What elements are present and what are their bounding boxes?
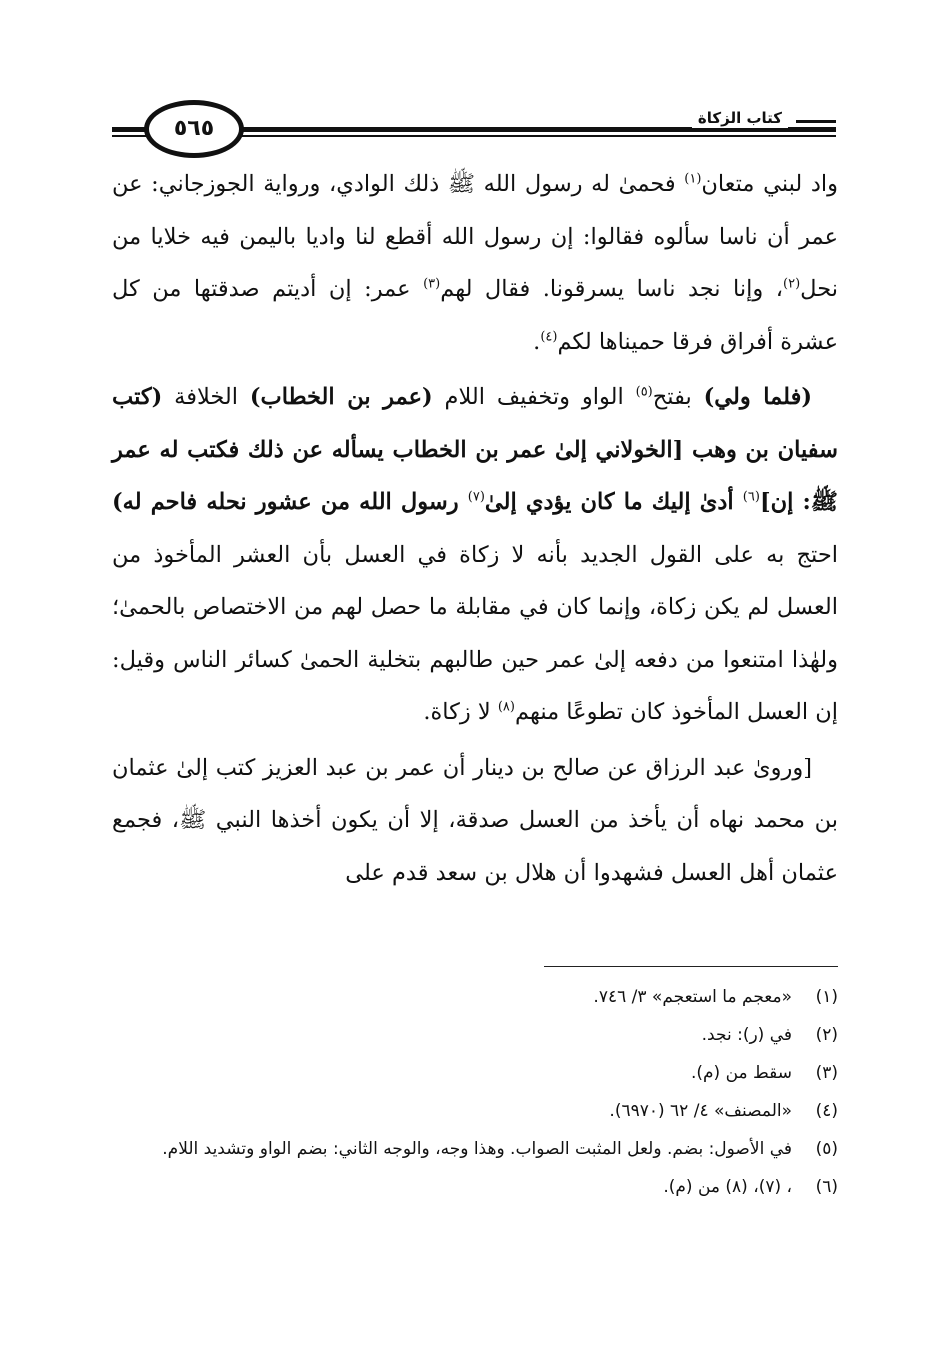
footnote-number: (٢) xyxy=(815,1025,838,1045)
footnote-text: سقط من (م). xyxy=(690,1063,792,1083)
footnote-separator xyxy=(544,966,838,967)
footnote-number: (٤) xyxy=(815,1101,838,1121)
text-run: الواو وتخفيف اللام xyxy=(432,384,636,410)
footnote-ref-8: (٨) xyxy=(497,699,515,715)
page-number: ٥٦٥ xyxy=(144,100,244,158)
footnote xyxy=(112,978,838,1016)
text-run: . xyxy=(533,328,541,355)
footnote-number: (٥) xyxy=(815,1139,838,1159)
footnote xyxy=(112,1016,838,1054)
footnote-ref-1: (١) xyxy=(684,171,702,187)
text-run: واد لبني متعان xyxy=(701,171,838,197)
footnote-number: (٦) xyxy=(815,1177,838,1197)
footnote-ref-6: (٦) xyxy=(742,489,760,505)
footnote-text: «معجم ما استعجم» ٣/ ٧٤٦. xyxy=(593,987,792,1007)
footnote xyxy=(112,1130,838,1168)
text-run: عمر: إن أديتم صدقتها من كل عشرة أفراق فرقا حميناها لكم xyxy=(112,276,838,355)
footnote xyxy=(112,1054,838,1092)
quoted-text: (فلما ولي) xyxy=(703,384,812,410)
book-title: كتاب الزكاة xyxy=(692,108,788,128)
footnote-number: (٣) xyxy=(815,1063,838,1083)
quoted-text: (عمر بن الخطاب) xyxy=(249,384,433,410)
quoted-text: (كتب سفيان بن وهب [الخولاني إلىٰ عمر بن الخطاب يسأله عن ذلك فكتب له عمر ﷺ: إن] xyxy=(112,384,838,515)
footnotes xyxy=(112,978,838,1206)
page-header xyxy=(112,100,836,162)
footnote-ref-5: (٥) xyxy=(635,384,653,400)
footnote xyxy=(112,1092,838,1130)
footnote-ref-3: (٣) xyxy=(423,276,441,292)
quoted-text: رسول الله من عشور نحله فاحم له) xyxy=(112,489,468,515)
paragraph-3: [وروىٰ عبد الرزاق عن صالح بن دينار أن عمر بن عبد العزيز كتب إلىٰ عثمان بن محمد نهاه أن يأخذ من العسل صدقة، إلا أن يكون أخذها النبي ﷺ، فجمع عثمان أهل العسل فشهدوا أن هلال بن سعد قدم على xyxy=(112,754,838,886)
text-run: الخلافة xyxy=(162,384,250,410)
footnote-ref-4: (٤) xyxy=(540,329,558,344)
footnote-text: «المصنف» ٤/ ٦٢ (٦٩٧٠). xyxy=(609,1101,792,1121)
footnote-ref-7: (٧) xyxy=(467,489,485,505)
text-run: ، وإنا نجد ناسا يسرقونا. فقال لهم xyxy=(440,276,784,302)
footnote xyxy=(112,1168,838,1206)
footnote-text: ، (٧)، (٨) من (م). xyxy=(663,1177,792,1197)
text-run: لا زكاة. xyxy=(423,699,498,725)
quoted-text: أدىٰ إليك ما كان يؤدي إلىٰ xyxy=(484,489,743,515)
footnote-text: في (ر): نجد. xyxy=(701,1025,792,1045)
paragraph-1 xyxy=(112,158,838,368)
footnote-text: في الأصول: بضم. ولعل المثبت الصواب. وهذا وجه، والوجه الثاني: بضم الواو وتشديد اللام. xyxy=(162,1139,792,1159)
text-run: فحمىٰ له رسول الله ﷺ ذلك الوادي، ورواية الجوزجاني: عن عمر أن ناسا سألوه فقالوا: إن رسول الله أقطع لنا واديا باليمن فيه خلايا من نحل xyxy=(112,171,838,302)
paragraph-2 xyxy=(112,371,838,739)
main-text xyxy=(112,158,838,899)
footnote-number: (١) xyxy=(815,987,838,1007)
footnote-ref-2: (٢) xyxy=(783,276,801,292)
header-ornament xyxy=(796,120,836,123)
text-run: بفتح xyxy=(652,384,704,410)
text-run: احتج به على القول الجديد بأنه لا زكاة في العسل بأن العشر المأخوذ من العسل لم يكن زكاة، وإنما كان في مقابلة ما حصل لهم من الاختصاص بالحمىٰ؛ ولهٰذا امتنعوا من دفعه إلىٰ عمر حين طالبهم بتخلية الحمىٰ كسائر الناس وقيل: إن العسل المأخوذ كان تطوعًا منهم xyxy=(112,541,838,725)
